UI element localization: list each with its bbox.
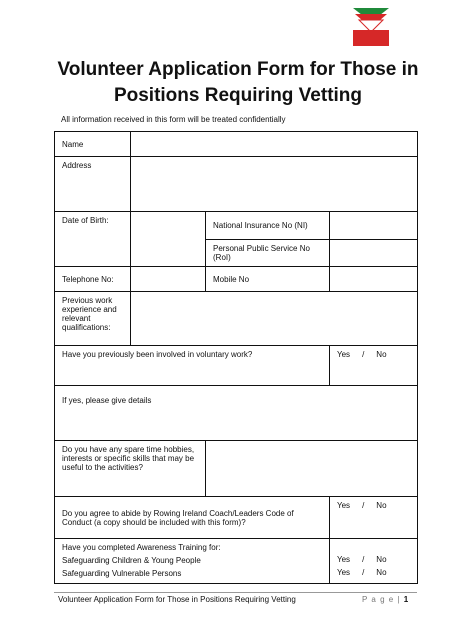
hobbies-label: Do you have any spare time hobbies, interests or specific skills that may be useful to the activities? [55, 441, 206, 497]
children-no[interactable]: No [376, 555, 387, 564]
name-row [55, 132, 418, 157]
voluntary-yes-no[interactable] [330, 346, 418, 386]
dob-label: Date of Birth: [55, 212, 131, 267]
children-slash: / [362, 555, 365, 564]
address-field[interactable] [131, 157, 418, 212]
code-of-conduct-question: Do you agree to abide by Rowing Ireland Coach/Leaders Code of Conduct (a copy should be included with this form)? [55, 497, 330, 539]
dob-ni-row [55, 212, 418, 240]
hobbies-field[interactable] [206, 441, 418, 497]
page-label: P a g e | [362, 595, 401, 604]
experience-field[interactable] [131, 292, 418, 346]
mobile-label: Mobile No [206, 267, 330, 292]
address-label: Address [55, 157, 131, 212]
page-indicator [362, 595, 409, 604]
footer-title: Volunteer Application Form for Those in Positions Requiring Vetting [58, 595, 296, 604]
adults-yes[interactable]: Yes [337, 568, 351, 577]
training-row [55, 539, 418, 584]
code-yes-no[interactable] [330, 497, 418, 539]
pps-field[interactable] [330, 240, 418, 267]
experience-row [55, 292, 418, 346]
voluntary-no[interactable]: No [376, 350, 387, 359]
footer-divider [54, 592, 417, 593]
training-question: Have you completed Awareness Training for: [62, 543, 221, 552]
club-logo [351, 6, 391, 48]
safeguarding-adults-label: Safeguarding Vulnerable Persons [62, 569, 182, 578]
form-title-line-1: Volunteer Application Form for Those in [57, 59, 419, 80]
adults-slash: / [362, 568, 365, 577]
hobbies-row [55, 441, 418, 497]
details-row [55, 386, 418, 441]
form-title-line-2: Positions Requiring Vetting [113, 85, 363, 106]
code-yes[interactable]: Yes [337, 501, 351, 510]
voluntary-yes[interactable]: Yes [337, 350, 351, 359]
mobile-field[interactable] [330, 267, 418, 292]
dob-field[interactable] [131, 212, 206, 267]
logo-banner [353, 30, 389, 46]
code-of-conduct-row [55, 497, 418, 539]
voluntary-row [55, 346, 418, 386]
training-question-cell [55, 539, 330, 584]
page-number: 1 [403, 595, 410, 604]
code-slash: / [362, 501, 365, 510]
telephone-label: Telephone No: [55, 267, 131, 292]
details-field[interactable] [55, 386, 418, 441]
pps-label: Personal Public Service No (RoI) [206, 240, 330, 267]
voluntary-question: Have you previously been involved in voluntary work? [55, 346, 330, 386]
code-no[interactable]: No [376, 501, 387, 510]
application-form-table [54, 131, 418, 584]
voluntary-slash: / [362, 350, 365, 359]
ni-field[interactable] [330, 212, 418, 240]
children-yes[interactable]: Yes [337, 555, 351, 564]
ni-label: National Insurance No (NI) [206, 212, 330, 240]
telephone-field[interactable] [131, 267, 206, 292]
safeguarding-children-label: Safeguarding Children & Young People [62, 556, 201, 565]
experience-label: Previous work experience and relevant qualifications: [55, 292, 131, 346]
name-field[interactable] [131, 132, 418, 157]
confidentiality-note: All information received in this form will be treated confidentially [61, 115, 286, 124]
details-label: If yes, please give details [62, 396, 152, 405]
training-yes-no[interactable] [330, 539, 418, 584]
adults-no[interactable]: No [376, 568, 387, 577]
address-row [55, 157, 418, 212]
name-label: Name [55, 132, 131, 157]
phone-row [55, 267, 418, 292]
